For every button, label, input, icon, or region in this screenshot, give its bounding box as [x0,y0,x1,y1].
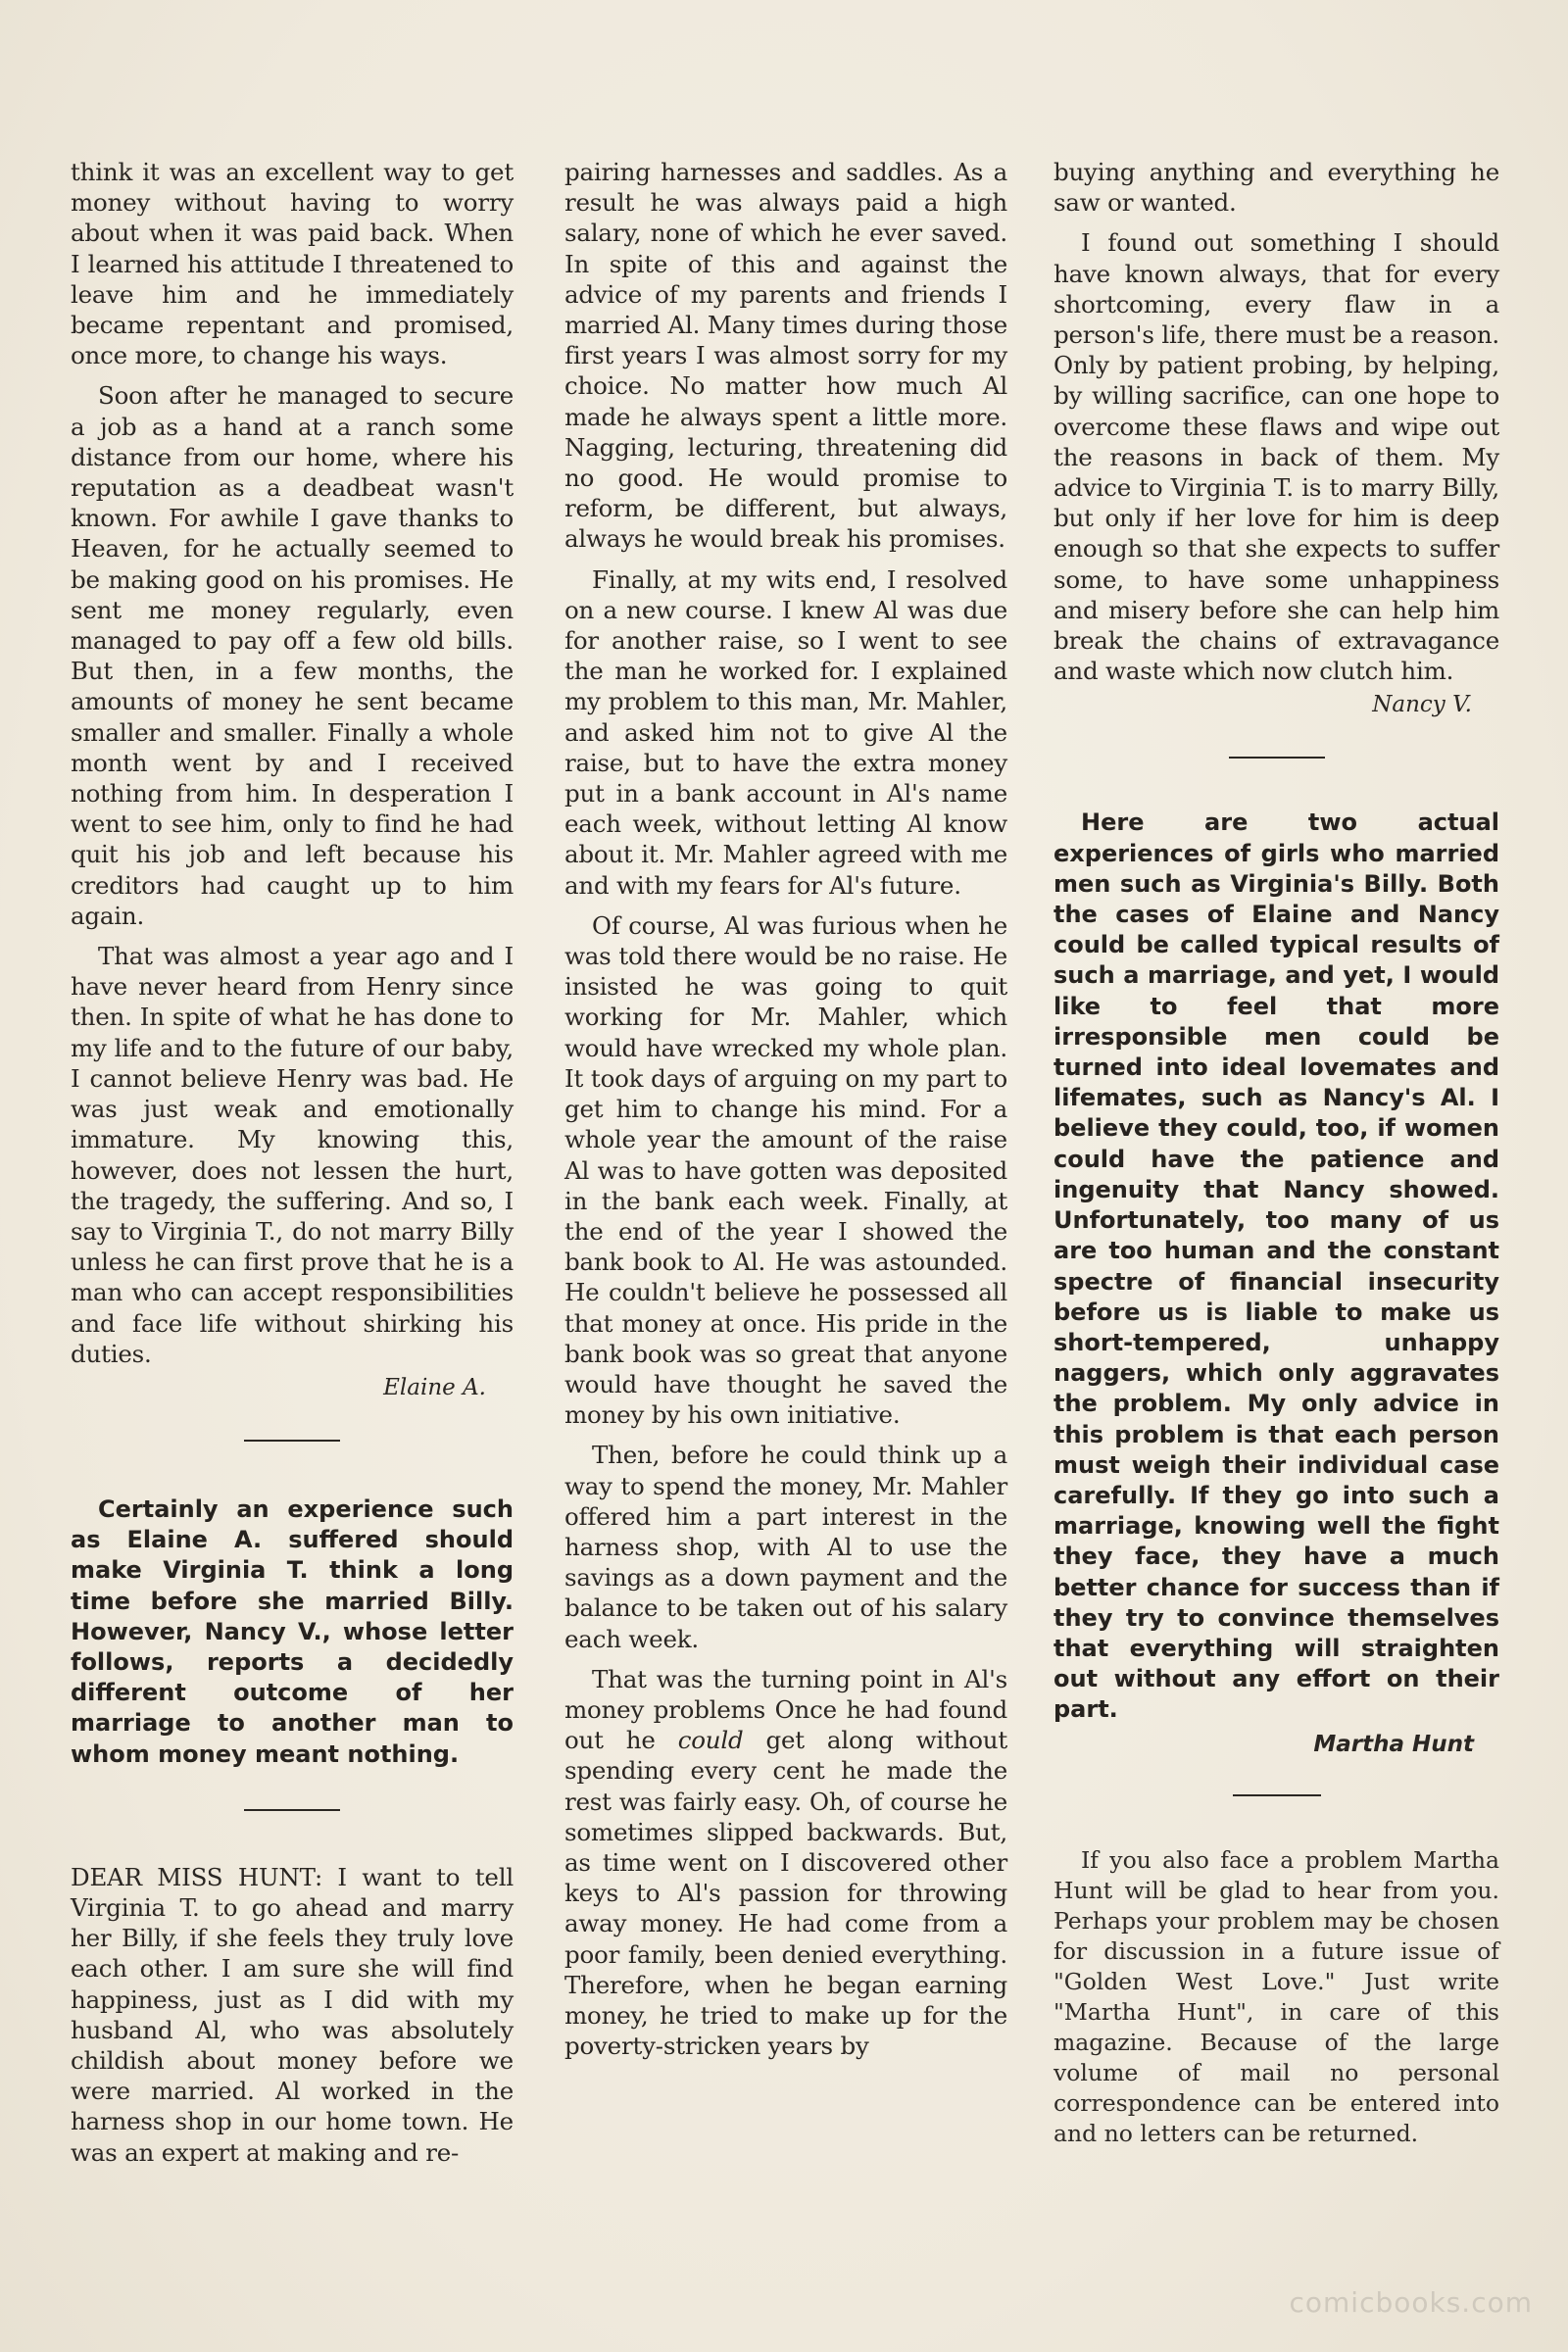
nancy-letter-start: DEAR MISS HUNT: I want to tell Virginia T. to go ahead and marry her Billy, if she feels they truly love each other. I am sure she will find happiness, just as I did with my husband Al, who was absolutely childish about money before we were married. Al worked in the harness shop in our home town. He was an expert at making and re- [71,1862,514,2167]
watermark: comicbooks.com [1289,2286,1533,2319]
section-divider [244,1440,340,1442]
paragraph-text: get along without spending every cent he made the rest was fairly easy. Oh, of course he sometimes slipped backwards. But, as time went on I discovered other keys to Al's passion for throwing away money. He had come from a poor family, been denied everything. Therefore, when he began earning money, he tried to make up for the poverty-stricken years by [564,1726,1007,2061]
signature-elaine: Elaine A. [383,1374,486,1400]
nancy-letter-paragraph-4: Then, before he could think up a way to spend the money, Mr. Mahler offered him a part interest in the harness shop, with Al to use the savings as a down payment and the balance to be taken out of his salary each week. [564,1441,1007,1653]
nancy-letter-paragraph-2: Finally, at my wits end, I resolved on a new course. I knew Al was due for another raise, so I went to see the man he worked for. I explained my problem to this man, Mr. Mahler, and asked him not to give Al the raise, but to have the extra money put in a bank account in Al's name each week, without letting Al know about it. Mr. Mahler agreed with me and with my fears for Al's future. [564,564,1007,900]
elaine-letter-paragraph-2: Soon after he managed to secure a job as a hand at a ranch some distance from our home, where his reputation as a deadbeat wasn't known. For awhile I gave thanks to Heaven, for he actually seemed to be making good on his promises. He sent me money regularly, even managed to pay off a few old bills. But then, in a few months, the amounts of money he sent became smaller and smaller. Finally a whole month went by and I received nothing from him. In desperation I went to see him, only to find he had quit his job and left because his creditors had caught up to him again. [71,381,514,930]
closing-notice: If you also face a problem Martha Hunt will be glad to hear from you. Perhaps your problem may be chosen for discussion in a future issue of "Golden West Love." Just write "Martha Hunt", in care of this magazine. Because of the large volume of mail no personal correspondence can be entered into and no letters can be returned. [1054,1845,1499,2147]
column-2 [564,157,1007,2071]
paragraph-text: That was the turning point in Al's money problems Once he had found out he [564,1664,1007,1755]
column-1 [71,157,514,2178]
nancy-letter-paragraph-1: pairing harnesses and saddles. As a result he was always paid a high salary, none of which he ever saved. In spite of this and against the advice of my parents and friends I married Al. Many times during those first years I was almost sorry for my choice. No matter how much Al made he always spent a little more. Nagging, lecturing, threatening did no good. He would promise to reform, be different, but always, always he would break his promises. [564,158,1007,554]
emphasized-word: could [677,1726,744,1755]
elaine-letter-paragraph-3: That was almost a year ago and I have never heard from Henry since then. In spite of what he has done to my life and to the future of our baby, I cannot believe Henry was bad. He was just weak and emotionally immature. My knowing this, however, does not lessen the hurt, the tragedy, the suffering. And so, I say to Virginia T., do not marry Billy unless he can first prove that he is a man who can accept responsibilities and face life without shirking his duties. [71,942,514,1368]
nancy-letter-paragraph-7: I found out something I should have known always, that for every shortcoming, every flaw in a person's life, there must be a reason. Only by patient probing, by helping, by willing sacrifice, can one hope to overcome these flaws and wipe out the reasons in back of them. My advice to Virginia T. is to marry Billy, but only if her love for him is deep enough so that she expects to suffer some, to have some unhappiness and misery before she can help him break the chains of extravagance and waste which now clutch him. [1054,228,1499,686]
editorial-conclusion: Here are two actual experiences of girls who married men such as Virginia's Billy. Both the cases of Elaine and Nancy could be called typical results of such a marriage, and yet, I would like to feel that more irresponsible men could be turned into ideal lovemates and lifemates, such as Nancy's Al. I believe they could, too, if women could have the patience and ingenuity that Nancy showed. Unfortunately, too many of us are too human and the constant spectre of financial insecurity before us is liable to make us short-tempered, unhappy naggers, which only aggravates the problem. My only advice in this problem is that each person must weigh their individual case carefully. If they go into such a marriage, knowing well the fight they face, they have a much better chance for success than if they try to convince themselves that everything will straighten out without any effort on their part. [1054,808,1499,1724]
nancy-letter-paragraph-5 [564,1664,1007,2062]
elaine-letter-paragraph-1: think it was an excellent way to get money without having to worry about when it was paid back. When I learned his attitude I threatened to leave him and he immediately became repentant and promised, once more, to change his ways. [71,158,514,370]
editorial-intro: Certainly an experience such as Elaine A. suffered should make Virginia T. think a long time before she married Billy. However, Nancy V., whose letter follows, reports a decidedly different outcome of her marriage to another man to whom money meant nothing. [71,1494,514,1768]
section-divider [1233,1794,1321,1796]
nancy-letter-paragraph-6: buying anything and everything he saw or wanted. [1054,158,1499,218]
signature-martha-hunt: Martha Hunt [1313,1731,1474,1757]
section-divider [1229,757,1325,759]
column-3 [1054,157,1499,2149]
nancy-letter-paragraph-3: Of course, Al was furious when he was told there would be no raise. He insisted he was going to quit working for Mr. Mahler, which would have wrecked my whole plan. It took days of arguing on my part to get him to change his mind. For a whole year the amount of the raise Al was to have gotten was deposited in the bank each week. Finally, at the end of the year I showed the bank book to Al. He was astounded. He couldn't believe he possessed all that money at once. His pride in the bank book was so great that anyone would have thought he saved the money by his own initiative. [564,910,1007,1430]
section-divider [244,1809,340,1811]
signature-nancy: Nancy V. [1372,692,1472,718]
